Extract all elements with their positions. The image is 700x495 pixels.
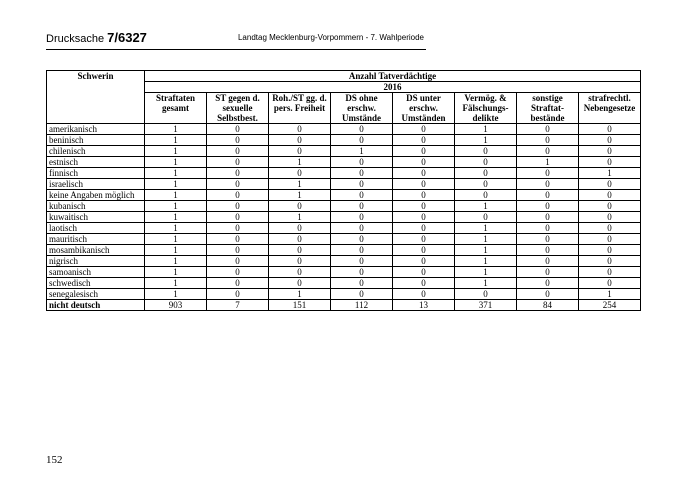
- table-cell: 0: [207, 278, 269, 289]
- table-cell: 0: [517, 124, 579, 135]
- parliament-label: Landtag Mecklenburg-Vorpommern - 7. Wahlperiode: [237, 33, 424, 42]
- table-cell: 0: [207, 179, 269, 190]
- table-cell: 0: [517, 256, 579, 267]
- table-cell: 1: [455, 245, 517, 256]
- table-cell: 1: [269, 212, 331, 223]
- table-cell: 84: [517, 300, 579, 311]
- table-cell: 0: [269, 146, 331, 157]
- table-cell: 1: [145, 267, 207, 278]
- table-cell: 1: [455, 201, 517, 212]
- table-cell: 0: [455, 168, 517, 179]
- table-cell: 0: [393, 234, 455, 245]
- row-label: chilenisch: [47, 146, 145, 157]
- table-row: [47, 168, 641, 179]
- row-label: estnisch: [47, 157, 145, 168]
- statistics-table: [46, 70, 641, 311]
- table-cell: 0: [331, 245, 393, 256]
- table-cell: 0: [517, 135, 579, 146]
- table-row: [47, 179, 641, 190]
- table-row: [47, 190, 641, 201]
- table-cell: 1: [145, 245, 207, 256]
- table-cell: 0: [517, 179, 579, 190]
- table-row: [47, 234, 641, 245]
- document-label: [46, 30, 147, 45]
- table-cell: 0: [393, 278, 455, 289]
- table-cell: 0: [579, 157, 641, 168]
- table-cell: 0: [455, 179, 517, 190]
- table-cell: 0: [393, 267, 455, 278]
- table-cell: 0: [393, 223, 455, 234]
- table-cell: 0: [455, 289, 517, 300]
- table-cell: 1: [579, 289, 641, 300]
- column-header: Vermög. & Fälschungs-delikte: [455, 93, 517, 124]
- table-cell: 0: [331, 168, 393, 179]
- table-cell: 1: [455, 256, 517, 267]
- column-header: Roh./ST gg. d. pers. Freiheit: [269, 93, 331, 124]
- table-cell: 1: [145, 157, 207, 168]
- table-cell: 0: [579, 234, 641, 245]
- table-cell: 0: [579, 256, 641, 267]
- row-label: samoanisch: [47, 267, 145, 278]
- table-body: [47, 124, 641, 311]
- table-cell: 0: [269, 135, 331, 146]
- table-cell: 0: [207, 256, 269, 267]
- table-cell: 0: [269, 223, 331, 234]
- table-cell: 0: [207, 190, 269, 201]
- table-cell: 0: [517, 201, 579, 212]
- table-row: [47, 201, 641, 212]
- table-cell: 1: [455, 124, 517, 135]
- table-cell: 0: [393, 256, 455, 267]
- table-cell: 1: [145, 212, 207, 223]
- table-cell: 1: [145, 146, 207, 157]
- table-row: [47, 289, 641, 300]
- row-label: laotisch: [47, 223, 145, 234]
- table-cell: 254: [579, 300, 641, 311]
- table-cell: 1: [145, 256, 207, 267]
- year-header: 2016: [145, 82, 641, 93]
- table-cell: 0: [269, 267, 331, 278]
- table-cell: 0: [579, 190, 641, 201]
- table-cell: 0: [269, 201, 331, 212]
- table-cell: 0: [331, 201, 393, 212]
- row-label: kubanisch: [47, 201, 145, 212]
- table-cell: 1: [269, 179, 331, 190]
- column-header: DS unter erschw. Umständen: [393, 93, 455, 124]
- table-cell: 0: [207, 201, 269, 212]
- table-cell: 0: [393, 146, 455, 157]
- table-cell: 0: [331, 223, 393, 234]
- table-cell: 0: [455, 190, 517, 201]
- table-cell: 112: [331, 300, 393, 311]
- table-cell: 0: [207, 234, 269, 245]
- table-cell: 0: [517, 234, 579, 245]
- table-cell: 1: [455, 234, 517, 245]
- table-cell: 0: [393, 157, 455, 168]
- table-cell: 0: [331, 190, 393, 201]
- table-cell: 0: [331, 179, 393, 190]
- table-row: [47, 256, 641, 267]
- row-label: amerikanisch: [47, 124, 145, 135]
- table-row: [47, 124, 641, 135]
- table-cell: 0: [517, 146, 579, 157]
- table-cell: 0: [393, 245, 455, 256]
- table-cell: 0: [331, 212, 393, 223]
- table-cell: 13: [393, 300, 455, 311]
- table-cell: 1: [269, 157, 331, 168]
- table-cell: 151: [269, 300, 331, 311]
- table-cell: 0: [455, 157, 517, 168]
- table-cell: 0: [579, 278, 641, 289]
- table-cell: 0: [579, 124, 641, 135]
- column-header: sonstige Straftat-bestände: [517, 93, 579, 124]
- page-number: 152: [46, 454, 63, 466]
- column-header: strafrechtl. Nebengesetze: [579, 93, 641, 124]
- table-cell: 0: [579, 245, 641, 256]
- table-cell: 1: [455, 278, 517, 289]
- table-cell: 1: [145, 124, 207, 135]
- table-cell: 0: [517, 168, 579, 179]
- table-cell: 1: [517, 157, 579, 168]
- table-cell: 0: [517, 267, 579, 278]
- table-cell: 0: [269, 124, 331, 135]
- table-cell: 0: [207, 245, 269, 256]
- table-cell: 0: [455, 212, 517, 223]
- table-cell: 1: [145, 223, 207, 234]
- table-cell: 0: [331, 157, 393, 168]
- table-cell: 1: [145, 201, 207, 212]
- table-cell: 1: [455, 135, 517, 146]
- table-cell: 0: [579, 135, 641, 146]
- table-cell: 0: [207, 289, 269, 300]
- table-cell: 0: [331, 289, 393, 300]
- table-cell: 0: [393, 124, 455, 135]
- table-cell: 7: [207, 300, 269, 311]
- table-row: [47, 223, 641, 234]
- column-header: DS ohne erschw. Umstände: [331, 93, 393, 124]
- table-cell: 0: [393, 135, 455, 146]
- total-row: [47, 300, 641, 311]
- region-header: Schwerin: [47, 71, 145, 124]
- row-label: nicht deutsch: [47, 300, 145, 311]
- table-cell: 0: [269, 168, 331, 179]
- table-cell: 1: [331, 146, 393, 157]
- table-cell: 0: [207, 157, 269, 168]
- table-cell: 0: [269, 245, 331, 256]
- table-cell: 0: [207, 223, 269, 234]
- table-cell: 1: [145, 234, 207, 245]
- table-cell: 1: [145, 190, 207, 201]
- table-cell: 371: [455, 300, 517, 311]
- row-label: beninisch: [47, 135, 145, 146]
- table-cell: 0: [517, 289, 579, 300]
- table-row: [47, 267, 641, 278]
- table-cell: 0: [579, 146, 641, 157]
- table-cell: 1: [145, 168, 207, 179]
- page-header: [46, 28, 426, 50]
- table-cell: 1: [269, 190, 331, 201]
- table-cell: 0: [517, 245, 579, 256]
- table-cell: 0: [207, 124, 269, 135]
- table-cell: 0: [393, 289, 455, 300]
- group-header: Anzahl Tatverdächtige: [145, 71, 641, 82]
- table-cell: 1: [145, 135, 207, 146]
- row-label: schwedisch: [47, 278, 145, 289]
- table-cell: 0: [331, 267, 393, 278]
- table-cell: 0: [207, 146, 269, 157]
- table-cell: 0: [207, 267, 269, 278]
- row-label: senegalesisch: [47, 289, 145, 300]
- table-cell: 1: [145, 179, 207, 190]
- table-cell: 0: [579, 179, 641, 190]
- row-label: mauritisch: [47, 234, 145, 245]
- table-cell: 0: [269, 278, 331, 289]
- table-cell: 0: [579, 267, 641, 278]
- table-cell: 1: [145, 278, 207, 289]
- column-header: ST gegen d. sexuelle Selbstbest.: [207, 93, 269, 124]
- table-cell: 0: [331, 124, 393, 135]
- table-cell: 0: [393, 201, 455, 212]
- table-cell: 0: [517, 223, 579, 234]
- row-label: israelisch: [47, 179, 145, 190]
- table-row: [47, 135, 641, 146]
- table-row: [47, 278, 641, 289]
- document-number: 7/6327: [107, 30, 147, 45]
- table-cell: 0: [331, 278, 393, 289]
- table-cell: 0: [207, 168, 269, 179]
- table-cell: 1: [455, 223, 517, 234]
- table-cell: 0: [579, 223, 641, 234]
- table-cell: 0: [517, 278, 579, 289]
- table-cell: 0: [331, 135, 393, 146]
- table-row: [47, 212, 641, 223]
- column-header: Straftaten gesamt: [145, 93, 207, 124]
- table-cell: 0: [579, 212, 641, 223]
- row-label: kuwaitisch: [47, 212, 145, 223]
- document-prefix: Drucksache: [46, 33, 105, 45]
- table-cell: 0: [269, 256, 331, 267]
- table-cell: 0: [207, 135, 269, 146]
- row-label: keine Angaben möglich: [47, 190, 145, 201]
- table-cell: 0: [331, 256, 393, 267]
- table-cell: 0: [331, 234, 393, 245]
- table-cell: 0: [269, 234, 331, 245]
- table-cell: 0: [517, 190, 579, 201]
- table-cell: 1: [269, 289, 331, 300]
- table-cell: 0: [393, 179, 455, 190]
- table-row: [47, 245, 641, 256]
- table-cell: 0: [579, 201, 641, 212]
- table-cell: 0: [393, 190, 455, 201]
- table-row: [47, 146, 641, 157]
- table-cell: 1: [455, 267, 517, 278]
- table-cell: 1: [145, 289, 207, 300]
- table-cell: 0: [455, 146, 517, 157]
- table-cell: 0: [517, 212, 579, 223]
- table-row: [47, 157, 641, 168]
- row-label: finnisch: [47, 168, 145, 179]
- table-cell: 0: [207, 212, 269, 223]
- table-cell: 0: [393, 168, 455, 179]
- table-cell: 903: [145, 300, 207, 311]
- row-label: nigrisch: [47, 256, 145, 267]
- table-cell: 1: [579, 168, 641, 179]
- table-cell: 0: [393, 212, 455, 223]
- row-label: mosambikanisch: [47, 245, 145, 256]
